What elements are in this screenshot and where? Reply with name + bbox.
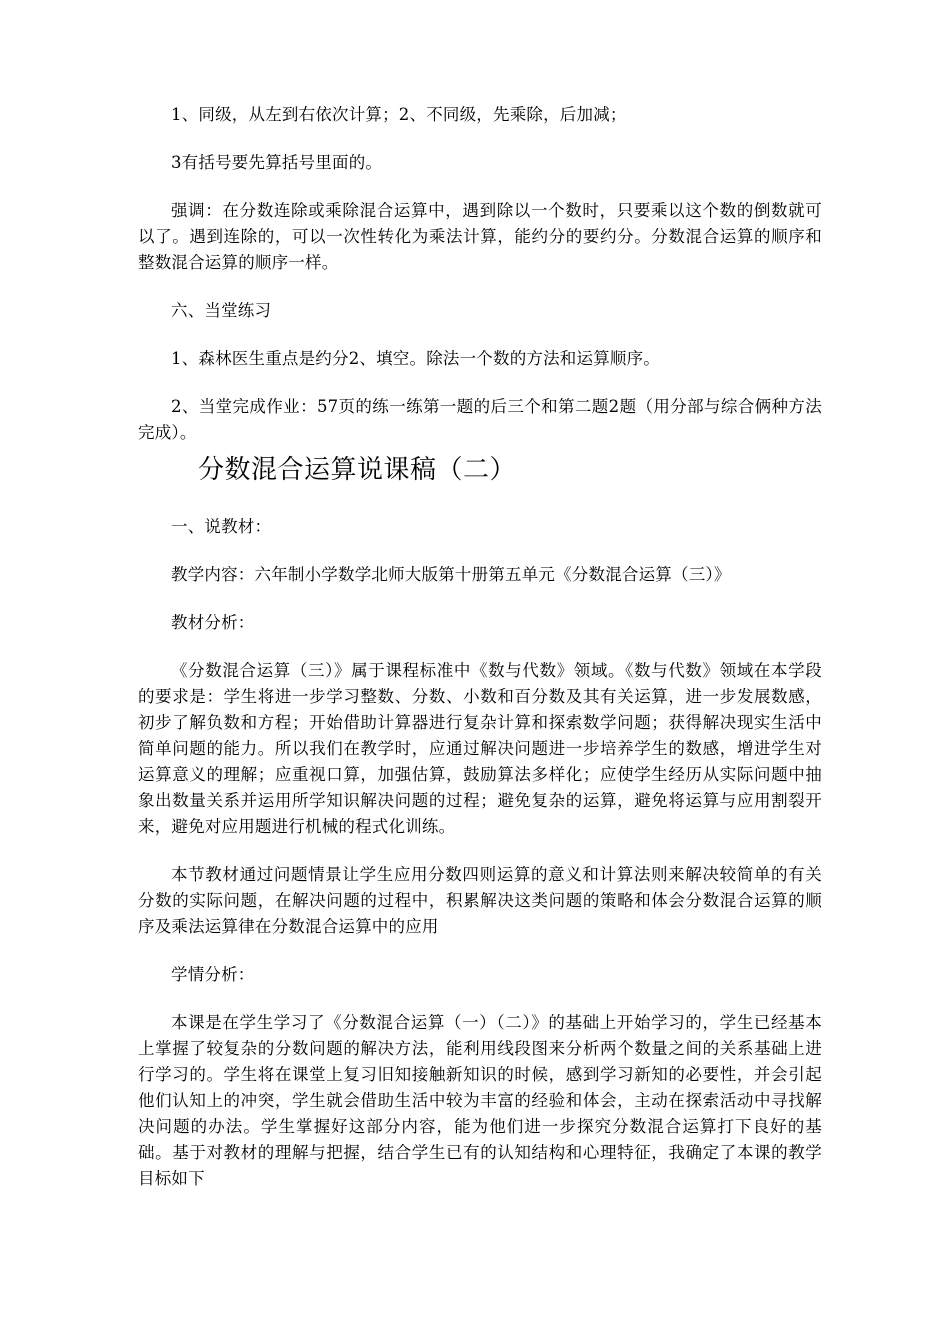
paragraph-analysis-heading: 教材分析： [171, 613, 255, 632]
paragraph-teaching-content: 教学内容：六年制小学数学北师大版第十册第五单元《分数混合运算（三）》 [171, 565, 731, 584]
paragraph-parentheses-rule: 3有括号要先算括号里面的。 [171, 153, 383, 172]
paragraph-practice-heading: 六、当堂练习 [171, 301, 272, 320]
document-page [138, 102, 822, 1192]
paragraph-textbook-heading: 一、说教材： [171, 517, 272, 536]
paragraph-student-analysis-heading: 学情分析： [171, 965, 255, 984]
paragraph-section-summary: 本节教材通过问题情景让学生应用分数四则运算的意义和计算法则来解决较简单的有关分数的实际问题，在解决问题的过程中，积累解决这类问题的策略和体会分数混合运算的顺序及乘法运算律在分数混合运算中的应用 [138, 865, 822, 936]
paragraph-order-rules: 1、同级，从左到右依次计算；2、不同级，先乘除，后加减； [171, 105, 627, 124]
document-title: 分数混合运算说课稿（二） [198, 455, 517, 485]
paragraph-student-analysis: 本课是在学生学习了《分数混合运算（一）（二）》的基础上开始学习的，学生已经基本上掌握了较复杂的分数问题的解决方法，能利用线段图来分析两个数量之间的关系基础上进行学习的。学生将在课堂上复习旧知接触新知识的时候，感到学习新知的必要性，并会引起他们认知上的冲突，学生就会借助生活中较为丰富的经验和体会，主动在探索活动中寻找解决问题的办法。学生掌握好这部分内容，能为他们进一步探究分数混合运算打下良好的基础。基于对教材的理解与把握，结合学生已有的认知结构和心理特征，我确定了本课的教学目标如下 [138, 1013, 822, 1188]
paragraph-textbook-analysis: 《分数混合运算（三）》属于课程标准中《数与代数》领域。《数与代数》领域在本学段的要求是：学生将进一步学习整数、分数、小数和百分数及其有关运算，进一步发展数感，初步了解负数和方程；开始借助计算器进行复杂计算和探索数学问题；获得解决现实生活中简单问题的能力。所以我们在教学时，应通过解决问题进一步培养学生的数感，增进学生对运算意义的理解；应重视口算，加强估算，鼓励算法多样化；应使学生经历从实际问题中抽象出数量关系并运用所学知识解决问题的过程；避免复杂的运算，避免将运算与应用割裂开来，避免对应用题进行机械的程式化训练。 [138, 661, 822, 836]
paragraph-practice-1: 1、森林医生重点是约分2、填空。除法一个数的方法和运算顺序。 [171, 349, 660, 368]
paragraph-practice-2: 2、当堂完成作业：57页的练一练第一题的后三个和第二题2题（用分部与综合俩种方法完成）。 [138, 397, 822, 442]
paragraph-emphasis: 强调：在分数连除或乘除混合运算中，遇到除以一个数时，只要乘以这个数的倒数就可以了。遇到连除的，可以一次性转化为乘法计算，能约分的要约分。分数混合运算的顺序和整数混合运算的顺序一样。 [138, 201, 822, 272]
